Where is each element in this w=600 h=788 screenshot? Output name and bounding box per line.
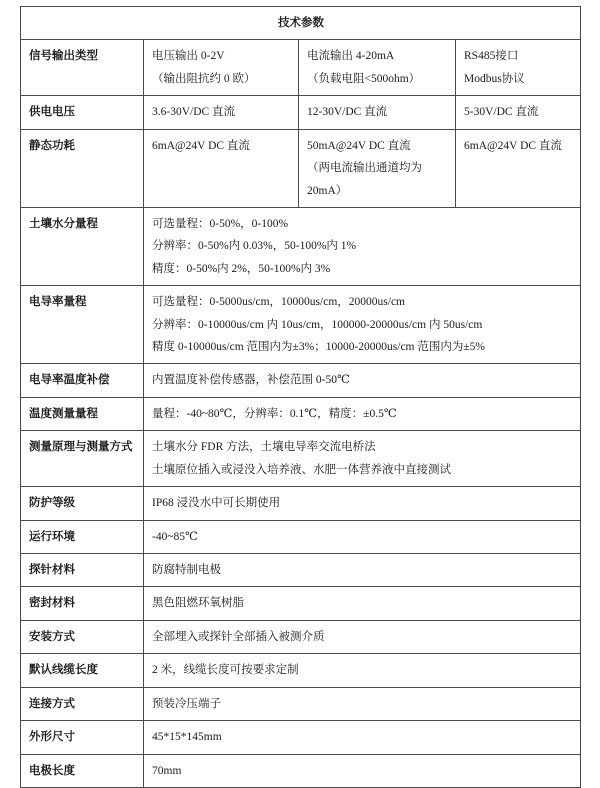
row-value-cell bbox=[299, 40, 456, 96]
value-line: 可选量程：0-5000us/cm，10000us/cm，20000us/cm bbox=[152, 296, 405, 309]
row-label: 信号输出类型 bbox=[21, 40, 144, 96]
value-line: 全部埋入或探针全部插入被测介质 bbox=[152, 630, 325, 643]
row-label: 温度测量量程 bbox=[21, 397, 144, 430]
table-row bbox=[21, 129, 581, 207]
value-line: 电流输出 4-20mA bbox=[307, 50, 395, 63]
row-label: 探针材料 bbox=[21, 554, 144, 587]
row-value-cell bbox=[299, 96, 456, 129]
value-line: 6mA@24V DC 直流 bbox=[152, 139, 250, 152]
row-label: 测量原理与测量方式 bbox=[21, 431, 144, 487]
value-line: （两电流输出通道均为 bbox=[307, 162, 422, 175]
row-label: 密封材料 bbox=[21, 587, 144, 620]
value-line: 内置温度补偿传感器，补偿范围 0-50℃ bbox=[152, 374, 350, 387]
value-line: 分辨率：0-50%内 0.03%，50-100%内 1% bbox=[152, 240, 357, 253]
value-line: 可选量程：0-50%，0-100% bbox=[152, 217, 289, 230]
value-line: 防腐特制电极 bbox=[152, 564, 221, 577]
table-row bbox=[21, 687, 581, 720]
row-value-cell bbox=[456, 40, 581, 96]
table-row bbox=[21, 520, 581, 553]
table-row bbox=[21, 654, 581, 687]
table-row bbox=[21, 620, 581, 653]
table-row bbox=[21, 96, 581, 129]
table-row bbox=[21, 554, 581, 587]
value-line: （负载电阻<500ohm） bbox=[307, 72, 421, 85]
value-line: 3.6-30V/DC 直流 bbox=[152, 106, 236, 119]
row-value-cell bbox=[144, 364, 581, 397]
row-label: 电导率温度补偿 bbox=[21, 364, 144, 397]
value-line: 5-30V/DC 直流 bbox=[464, 106, 539, 119]
row-value-cell bbox=[144, 40, 299, 96]
row-value-cell bbox=[144, 431, 581, 487]
row-label: 连接方式 bbox=[21, 687, 144, 720]
value-line: -40~85℃ bbox=[152, 530, 198, 543]
row-value-cell bbox=[144, 654, 581, 687]
row-value-cell bbox=[144, 487, 581, 520]
table-row bbox=[21, 754, 581, 787]
row-value-cell bbox=[144, 587, 581, 620]
row-label: 电导率量程 bbox=[21, 286, 144, 364]
row-value-cell bbox=[144, 207, 581, 285]
row-value-cell bbox=[144, 96, 299, 129]
value-line: 分辨率：0-10000us/cm 内 10us/cm，100000-20000us/cm 内 50us/cm bbox=[152, 318, 483, 331]
row-value-cell bbox=[144, 520, 581, 553]
row-label: 运行环境 bbox=[21, 520, 144, 553]
value-line: 20mA） bbox=[307, 184, 348, 197]
value-line: 量程：-40~80℃，分辨率：0.1℃，精度：±0.5℃ bbox=[152, 407, 397, 420]
table-row bbox=[21, 431, 581, 487]
table-row bbox=[21, 207, 581, 285]
table-row bbox=[21, 364, 581, 397]
value-line: 土壤原位插入或浸没入培养液、水肥一体营养液中直接测试 bbox=[152, 463, 451, 476]
row-value-cell bbox=[144, 620, 581, 653]
table-title-row bbox=[21, 7, 581, 40]
table-row bbox=[21, 397, 581, 430]
value-line: 50mA@24V DC 直流 bbox=[307, 139, 411, 152]
row-value-cell bbox=[144, 754, 581, 787]
row-value-cell bbox=[299, 129, 456, 207]
technical-parameters-table bbox=[20, 6, 581, 788]
value-line: 6mA@24V DC 直流 bbox=[464, 139, 562, 152]
value-line: 2 米，线缆长度可按要求定制 bbox=[152, 664, 299, 677]
row-label: 供电电压 bbox=[21, 96, 144, 129]
value-line: 黑色阻燃环氧树脂 bbox=[152, 597, 244, 610]
value-line: 70mm bbox=[152, 764, 182, 777]
value-line: 土壤水分 FDR 方法，土壤电导率交流电桥法 bbox=[152, 441, 376, 454]
table-row bbox=[21, 587, 581, 620]
row-label: 安装方式 bbox=[21, 620, 144, 653]
page-title: 技术参数 bbox=[21, 7, 581, 40]
value-line: 电压输出 0-2V bbox=[152, 50, 225, 63]
row-value-cell bbox=[144, 554, 581, 587]
row-label: 外形尺寸 bbox=[21, 721, 144, 754]
row-value-cell bbox=[144, 721, 581, 754]
value-line: IP68 浸没水中可长期使用 bbox=[152, 497, 281, 510]
value-line: RS485接口 bbox=[464, 50, 519, 63]
row-value-cell bbox=[144, 687, 581, 720]
value-line: （输出阻抗约 0 欧） bbox=[152, 72, 256, 85]
value-line: 预装冷压端子 bbox=[152, 697, 221, 710]
row-value-cell bbox=[456, 129, 581, 207]
row-label: 默认线缆长度 bbox=[21, 654, 144, 687]
table-row bbox=[21, 487, 581, 520]
value-line: Modbus协议 bbox=[464, 72, 525, 85]
row-label: 静态功耗 bbox=[21, 129, 144, 207]
value-line: 45*15*145mm bbox=[152, 731, 222, 744]
row-value-cell bbox=[144, 286, 581, 364]
value-line: 精度：0-50%内 2%，50-100%内 3% bbox=[152, 262, 331, 275]
row-value-cell bbox=[456, 96, 581, 129]
table-body bbox=[21, 7, 581, 788]
table-row bbox=[21, 40, 581, 96]
row-label: 土壤水分量程 bbox=[21, 207, 144, 285]
row-label: 防护等级 bbox=[21, 487, 144, 520]
row-label: 电极长度 bbox=[21, 754, 144, 787]
row-value-cell bbox=[144, 129, 299, 207]
value-line: 12-30V/DC 直流 bbox=[307, 106, 388, 119]
row-value-cell bbox=[144, 397, 581, 430]
value-line: 精度 0-10000us/cm 范围内为±3%；10000-20000us/cm 范围内为±5% bbox=[152, 341, 486, 354]
table-row bbox=[21, 286, 581, 364]
table-row bbox=[21, 721, 581, 754]
